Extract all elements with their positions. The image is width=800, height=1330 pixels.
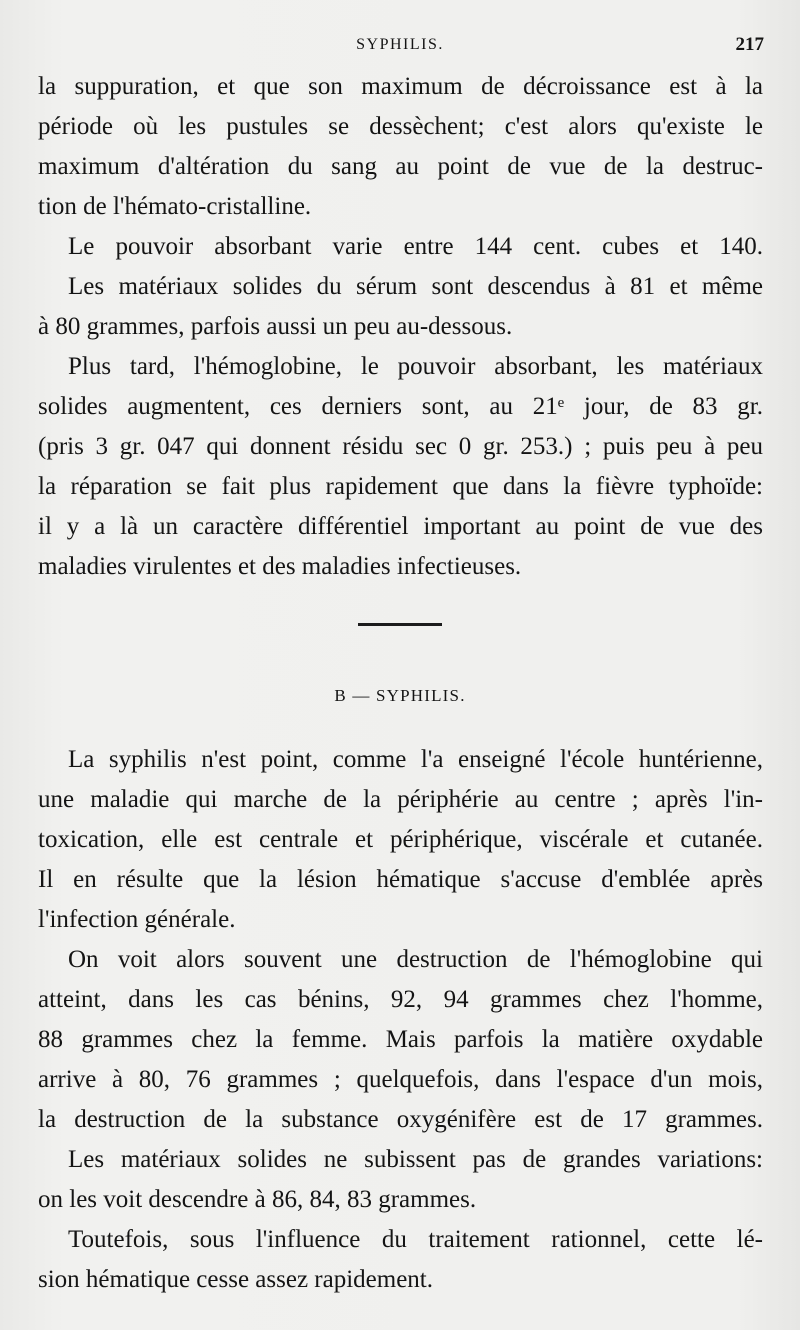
text-line: une maladie qui marche de la périphérie au centre ; après l'in-: [38, 786, 763, 813]
text-line: la destruction de la substance oxygénifère est de 17 grammes.: [38, 1106, 763, 1133]
running-head: [0, 34, 800, 58]
text-line: Les matériaux solides du sérum sont descendus à 81 et même: [68, 273, 763, 300]
text-line: la suppuration, et que son maximum de décroissance est à la: [38, 73, 763, 100]
text-line: on les voit descendre à 86, 84, 83 grammes.: [38, 1186, 477, 1213]
text-line: tion de l'hémato-cristalline.: [38, 193, 312, 220]
text-line: il y a là un caractère différentiel important au point de vue des: [38, 513, 763, 540]
text-line: à 80 grammes, parfois aussi un peu au-dessous.: [38, 313, 513, 340]
text-line: On voit alors souvent une destruction de l'hémoglobine qui: [68, 946, 763, 973]
text-line: 88 grammes chez la femme. Mais parfois la matière oxydable: [38, 1026, 763, 1053]
text-line: Le pouvoir absorbant varie entre 144 cent. cubes et 140.: [68, 233, 763, 260]
text-line: maladies virulentes et des maladies infectieuses.: [38, 553, 522, 580]
page-number: 217: [735, 34, 764, 55]
section-heading: B — SYPHILIS.: [334, 686, 466, 705]
text-line: la réparation se fait plus rapidement que dans la fièvre typhoïde:: [38, 473, 763, 500]
text-line: Toutefois, sous l'influence du traitement rationnel, cette lé-: [68, 1226, 763, 1253]
text-line: arrive à 80, 76 grammes ; quelquefois, dans l'espace d'un mois,: [38, 1066, 763, 1093]
text-line: solides augmentent, ces derniers sont, au 21ᵉ jour, de 83 gr.: [38, 393, 763, 420]
text-line: La syphilis n'est point, comme l'a enseigné l'école huntérienne,: [68, 746, 763, 773]
text-line: période où les pustules se dessèchent; c'est alors qu'existe le: [38, 113, 763, 140]
text-line: (pris 3 gr. 047 qui donnent résidu sec 0 gr. 253.) ; puis peu à peu: [38, 433, 763, 460]
paragraph-block-continuation: [38, 67, 763, 587]
text-line: sion hématique cesse assez rapidement.: [38, 1266, 433, 1293]
text-line: atteint, dans les cas bénins, 92, 94 grammes chez l'homme,: [38, 986, 763, 1013]
text-line: Plus tard, l'hémoglobine, le pouvoir absorbant, les matériaux: [68, 353, 763, 380]
text-line: toxication, elle est centrale et périphérique, viscérale et cutanée.: [38, 826, 763, 853]
text-line: maximum d'altération du sang au point de vue de la destruc-: [38, 153, 763, 180]
text-line: l'infection générale.: [38, 906, 236, 933]
running-title: SYPHILIS.: [356, 36, 444, 53]
paragraph-block-syphilis: [38, 740, 763, 1300]
text-line: Il en résulte que la lésion hématique s'accuse d'emblée après: [38, 866, 763, 893]
text-line: Les matériaux solides ne subissent pas de grandes variations:: [68, 1146, 763, 1173]
section-divider-rule: [358, 623, 442, 626]
